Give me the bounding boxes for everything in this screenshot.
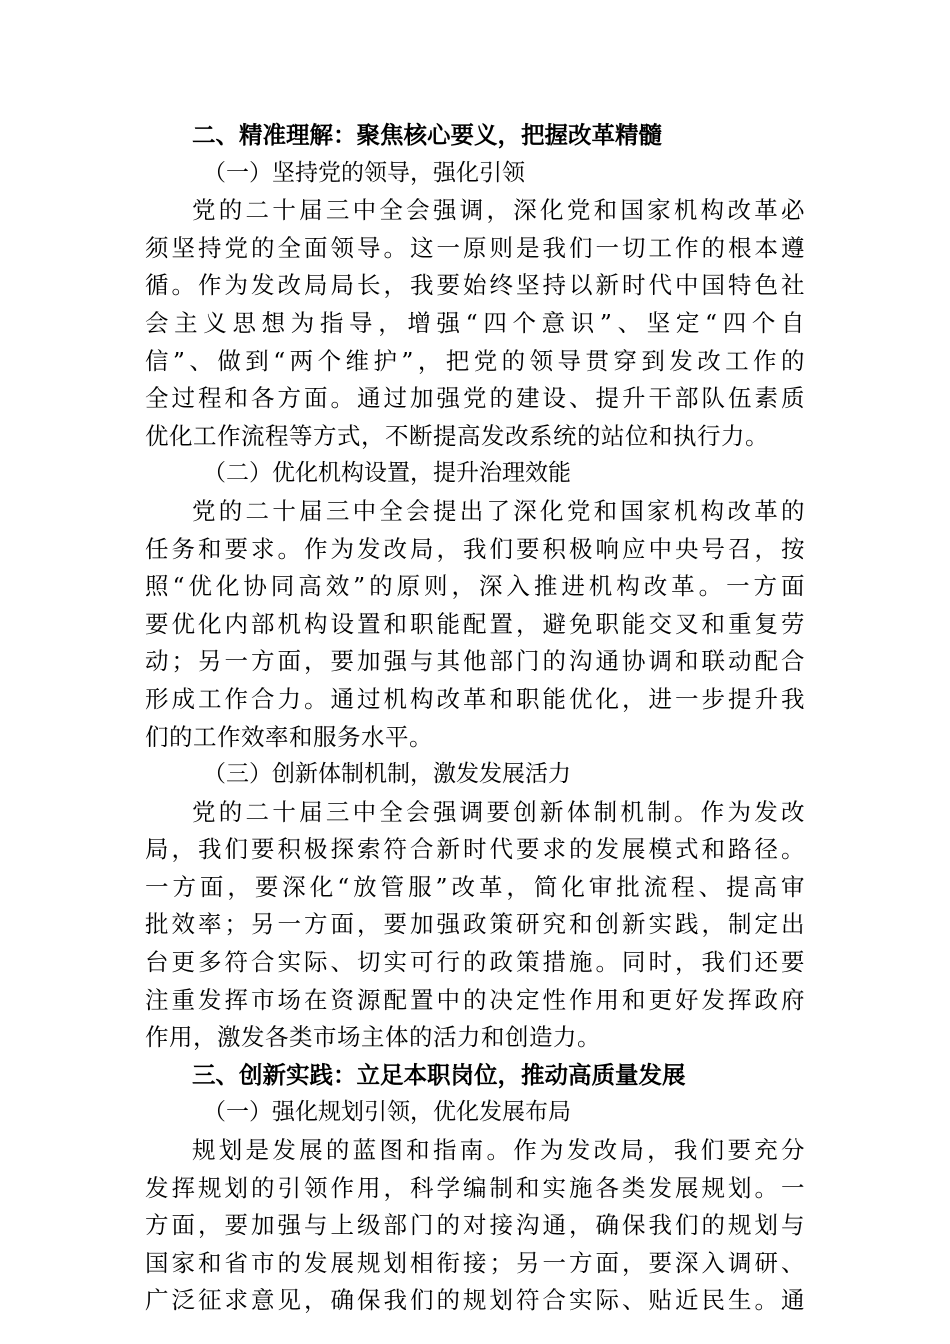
paragraph-line: 广泛征求意见，确保我们的规划符合实际、贴近民生。通 <box>145 1286 805 1315</box>
paragraph-line: 信”、做到“两个维护”，把党的领导贯穿到发改工作的 <box>145 346 805 375</box>
paragraph-line: 任务和要求。作为发改局，我们要积极响应中央号召，按 <box>145 534 805 563</box>
section-2-sub-2-heading: （二）优化机构设置，提升治理效能 <box>203 460 571 487</box>
paragraph-line: 局，我们要积极探索符合新时代要求的发展模式和路径。 <box>145 835 805 864</box>
paragraph-line: 国家和省市的发展规划相衔接；另一方面，要深入调研、 <box>145 1248 805 1277</box>
section-2-sub-2-paragraph <box>145 493 805 756</box>
paragraph-line: 台更多符合实际、切实可行的政策措施。同时，我们还要 <box>145 948 805 977</box>
section-3-sub-1-paragraph <box>145 1132 805 1320</box>
paragraph-line: 们的工作效率和服务水平。 <box>145 722 433 751</box>
paragraph-line: 规划是发展的蓝图和指南。作为发改局，我们要充分 <box>192 1136 805 1165</box>
paragraph-line: 方面，要加强与上级部门的对接沟通，确保我们的规划与 <box>145 1211 805 1240</box>
section-2-sub-1-paragraph <box>145 192 805 455</box>
paragraph-line: 照“优化协同高效”的原则，深入推进机构改革。一方面 <box>145 572 805 601</box>
section-2-sub-3-heading: （三）创新体制机制，激发发展活力 <box>203 761 571 788</box>
paragraph-line: 注重发挥市场在资源配置中的决定性作用和更好发挥政府 <box>145 985 805 1014</box>
paragraph-line: 会主义思想为指导，增强“四个意识”、坚定“四个自 <box>145 308 805 337</box>
section-3-heading: 三、创新实践：立足本职岗位，推动高质量发展 <box>192 1060 686 1089</box>
paragraph-line: 要优化内部机构设置和职能配置，避免职能交叉和重复劳 <box>145 609 805 638</box>
section-3-sub-1-heading: （一）强化规划引领，优化发展布局 <box>203 1099 571 1126</box>
paragraph-line: 作用，激发各类市场主体的活力和创造力。 <box>145 1023 601 1052</box>
paragraph-line: 须坚持党的全面领导。这一原则是我们一切工作的根本遵 <box>145 233 805 262</box>
paragraph-line: 动；另一方面，要加强与其他部门的沟通协调和联动配合 <box>145 647 805 676</box>
paragraph-line: 循。作为发改局局长，我要始终坚持以新时代中国特色社 <box>145 271 805 300</box>
paragraph-line: 一方面，要深化“放管服”改革，简化审批流程、提高审 <box>145 872 805 901</box>
section-2-heading: 二、精准理解：聚焦核心要义，把握改革精髓 <box>192 121 662 149</box>
document-body <box>145 117 805 1320</box>
paragraph-line: 发挥规划的引领作用，科学编制和实施各类发展规划。一 <box>145 1173 805 1202</box>
paragraph-line: 形成工作合力。通过机构改革和职能优化，进一步提升我 <box>145 684 805 713</box>
section-2-sub-3-paragraph <box>145 794 805 1057</box>
paragraph-line: 批效率；另一方面，要加强政策研究和创新实践，制定出 <box>145 910 805 939</box>
paragraph-line: 优化工作流程等方式，不断提高发改系统的站位和执行力。 <box>145 421 769 450</box>
paragraph-line: 全过程和各方面。通过加强党的建设、提升干部队伍素质 <box>145 384 805 413</box>
paragraph-line: 党的二十届三中全会强调，深化党和国家机构改革必 <box>192 196 805 225</box>
paragraph-line: 党的二十届三中全会提出了深化党和国家机构改革的 <box>192 496 805 525</box>
section-2-sub-1-heading: （一）坚持党的领导，强化引领 <box>203 159 525 186</box>
paragraph-line: 党的二十届三中全会强调要创新体制机制。作为发改 <box>192 797 805 826</box>
